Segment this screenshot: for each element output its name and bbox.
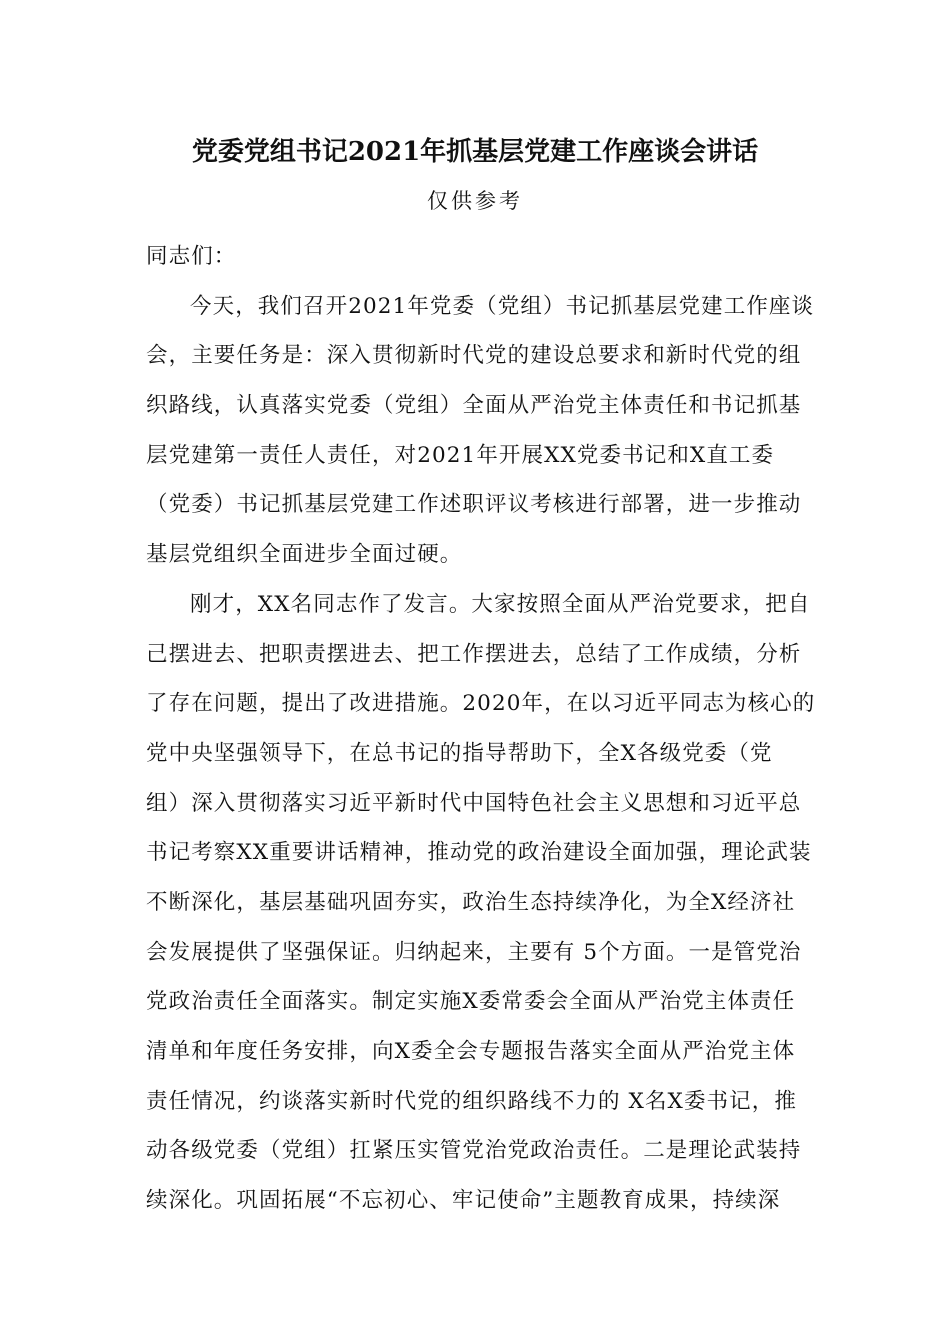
- paragraph-line: 了存在问题，提出了改进措施。2020年，在以习近平同志为核心的: [146, 691, 816, 717]
- paragraph-line: 责任情况，约谈落实新时代党的组织路线不力的 X名X委书记，推: [146, 1088, 797, 1114]
- paragraph-line: 己摆进去、把职责摆进去、把工作摆进去，总结了工作成绩，分析: [146, 641, 802, 667]
- paragraph-line: 组）深入贯彻落实习近平新时代中国特色社会主义思想和习近平总: [146, 790, 802, 816]
- paragraph-2: [146, 580, 816, 1226]
- paragraph-line: 不断深化，基层基础巩固夯实，政治生态持续净化，为全X经济社: [146, 889, 796, 915]
- paragraph-line: 党政治责任全面落实。制定实施X委常委会全面从严治党主体责任: [146, 989, 796, 1015]
- paragraph-line: 层党建第一责任人责任，对2021年开展XX党委书记和X直工委: [146, 442, 775, 468]
- paragraph-line: 刚才，XX名同志作了发言。大家按照全面从严治党要求，把自: [190, 591, 811, 617]
- paragraph-line: 续深化。巩固拓展“不忘初心、牢记使命”主题教育成果，持续深: [146, 1188, 781, 1214]
- document-subtitle: 仅供参考: [427, 189, 523, 213]
- document-body: [146, 232, 816, 1226]
- paragraph-line: 基层党组织全面进步全面过硬。: [146, 542, 463, 568]
- paragraph-line: （党委）书记抓基层党建工作述职评议考核进行部署，进一步推动: [146, 492, 802, 518]
- paragraph-line: 织路线，认真落实党委（党组）全面从严治党主体责任和书记抓基: [146, 393, 802, 419]
- paragraph-line: 党中央坚强领导下，在总书记的指导帮助下，全X各级党委（党: [146, 740, 773, 766]
- paragraph-line: 今天，我们召开2021年党委（党组）书记抓基层党建工作座谈: [190, 293, 815, 319]
- paragraph-line: 会发展提供了坚强保证。归纳起来，主要有 5个方面。一是管党治: [146, 939, 802, 965]
- paragraph-line: 书记考察XX重要讲话精神，推动党的政治建设全面加强，理论武装: [146, 840, 812, 866]
- document-title: 党委党组书记2021年抓基层党建工作座谈会讲话: [191, 137, 759, 167]
- paragraph-line: 会，主要任务是：深入贯彻新时代党的建设总要求和新时代党的组: [146, 343, 802, 369]
- salutation: 同志们：: [146, 244, 237, 269]
- paragraph-1: [146, 282, 815, 580]
- paragraph-line: 清单和年度任务安排，向X委全会专题报告落实全面从严治党主体: [146, 1039, 796, 1064]
- paragraph-line: 动各级党委（党组）扛紧压实管党治党政治责任。二是理论武装持: [146, 1138, 802, 1164]
